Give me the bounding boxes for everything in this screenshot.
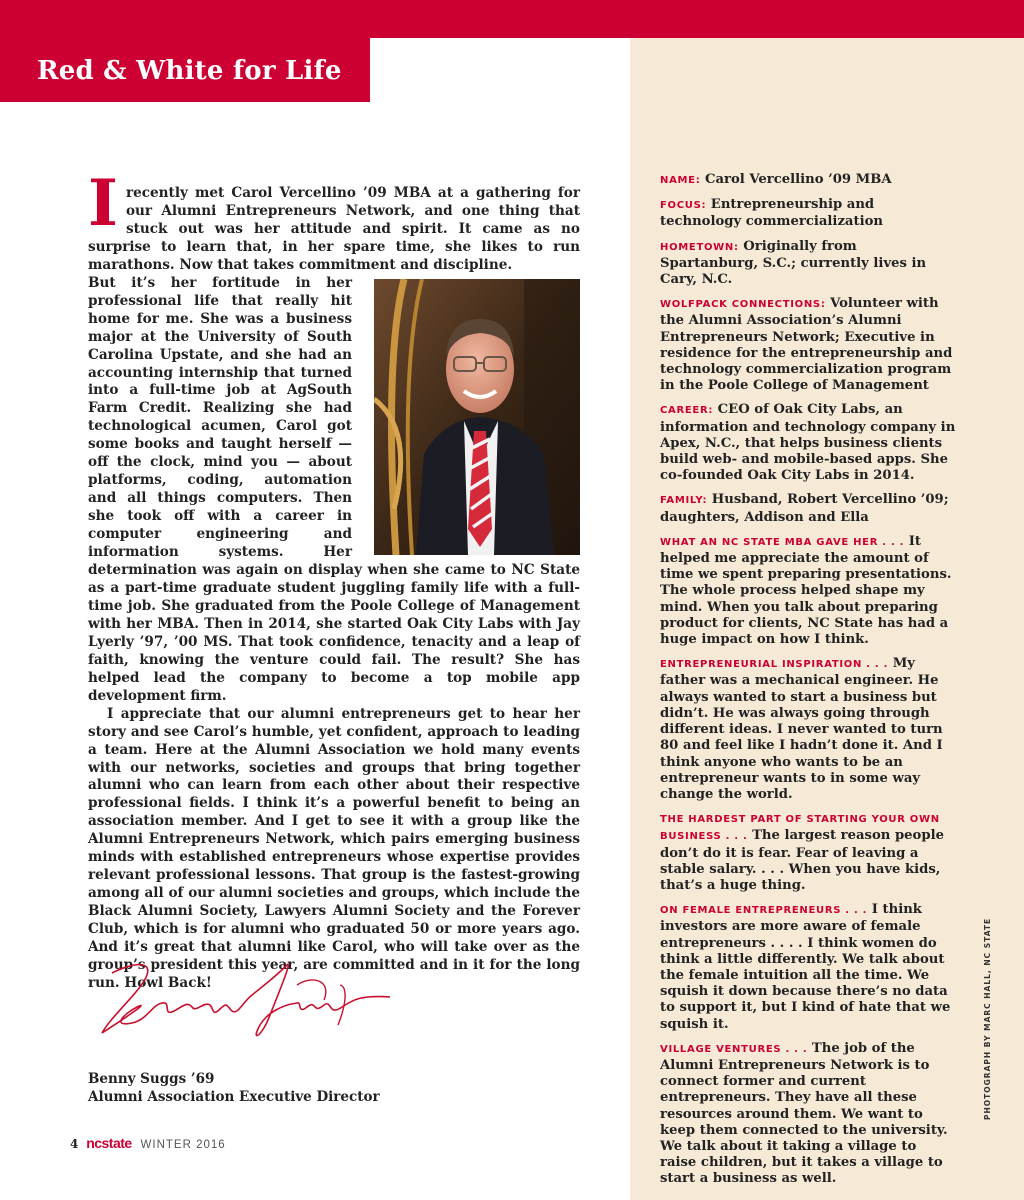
sidebar-item-village-ventures — [660, 1041, 956, 1188]
sidebar-item-wolfpack-connections — [660, 296, 956, 394]
sidebar-item-inspiration — [660, 656, 956, 803]
sidebar-item-hardest-part — [660, 811, 956, 894]
sidebar-text: My father was a mechanical engineer. He always wanted to start a business but didn’t. He was always going through different ideas. I never wanted to turn 80 and feel like I hadn’t done it. And I think anyone who wants to be an entrepreneur wants to in some way change the world. — [660, 656, 943, 802]
sidebar-label: ON FEMALE ENTREPRENEURS . . . — [660, 905, 868, 917]
sidebar-text: Volunteer with the Alumni Association’s Alumni Entrepreneurs Network; Executive in residence for the entrepreneurship and technology commercialization program in the Poole College of Management — [660, 296, 953, 394]
sidebar-text: Entrepreneurship and technology commercialization — [660, 197, 883, 230]
sidebar-item-mba — [660, 534, 956, 648]
sidebar-text: I think investors are more aware of female entrepreneurs . . . . I think women do think a little differently. We talk about the female intuition all the time. We squish it down because there’s no data to support it, but I kind of hate that we squish it. — [660, 902, 951, 1032]
sidebar-label: WHAT AN NC STATE MBA GAVE HER . . . — [660, 536, 905, 548]
sidebar-item-family — [660, 492, 956, 525]
sidebar-item-female-entrepreneurs — [660, 902, 956, 1033]
issue-label: WINTER 2016 — [140, 1139, 226, 1151]
article-body — [88, 166, 580, 993]
sidebar-label: HOMETOWN: — [660, 241, 739, 253]
section-header — [0, 38, 370, 102]
article-paragraph-1: recently met Carol Vercellino ’09 MBA at a gathering for our Alumni Entrepreneurs Network, and one thing that stuck out was her attitude and spirit. It came as no surprise to learn that, in her spare time, she likes to run marathons. Now that takes commitment and discipline. — [88, 185, 580, 273]
portrait-photo — [374, 279, 580, 555]
page-footer — [70, 1135, 226, 1151]
sidebar-item-focus — [660, 197, 956, 230]
signature-title: Alumni Association Executive Director — [88, 1089, 380, 1105]
sidebar-item-career — [660, 402, 956, 484]
signature-name: Benny Suggs ’69 — [88, 1071, 215, 1087]
top-red-bar — [0, 0, 1024, 38]
sidebar-label: FAMILY: — [660, 495, 708, 507]
profile-sidebar — [660, 172, 956, 1196]
photo-credit: PHOTOGRAPH BY MARC HALL, NC STATE — [983, 917, 992, 1120]
sidebar-text: The largest reason people don’t do it is fear. Fear of leaving a stable salary. . . . When you have kids, that’s a huge thing. — [660, 828, 944, 893]
sidebar-label: WOLFPACK CONNECTIONS: — [660, 299, 826, 311]
sidebar-text: Carol Vercellino ’09 MBA — [704, 172, 892, 187]
section-title: Red & White for Life — [37, 56, 342, 86]
drop-cap: I — [88, 166, 118, 241]
sidebar-text: CEO of Oak City Labs, an information and technology company in Apex, N.C., that helps business clients build web- and mobile-based apps. She co-founded Oak City Labs in 2014. — [660, 402, 956, 484]
signature-block — [88, 1070, 380, 1106]
page-number: 4 — [70, 1137, 79, 1151]
sidebar-text: The job of the Alumni Entrepreneurs Network is to connect former and current entrepreneurs. They have all these resources around them. We want to keep them connected to the university. We talk about it taking a village to raise children, but it takes a village to start a business as well. — [660, 1040, 948, 1187]
sidebar-item-hometown — [660, 239, 956, 289]
sidebar-label: FOCUS: — [660, 200, 707, 212]
sidebar-label: ENTREPRENEURIAL INSPIRATION . . . — [660, 659, 889, 671]
sidebar-label: NAME: — [660, 175, 701, 186]
sidebar-item-name — [660, 172, 956, 189]
article-paragraph-2: But it’s her fortitude in her professional life that really hit home for me. She was a business major at the University of South Carolina Upstate, and she had an accounting internship that turned into a full-time job at AgSouth Farm Credit. Realizing she had technological acumen, Carol got some books and taught herself — off the clock, mind you — about platforms, coding, automation and all things computers. Then she took off with a career in computer engineering and information systems. Her determination was again on display when she came to NC State as a part-time graduate student juggling family life with a full-time job. She graduated from the Poole College of Management with her MBA. Then in 2014, she started Oak City Labs with Jay Lyerly ’97, ’00 MS. That took confidence, tenacity and a leap of faith, knowing the venture could fail. The result? She has helped lead the company to become a top mobile app development firm. — [88, 274, 580, 704]
sidebar-text: It helped me appreciate the amount of time we spent preparing presentations. The whole process helped shape my mind. When you talk about preparing product for clients, NC State has had a huge impact on how I think. — [660, 533, 952, 648]
sidebar-text: Originally from Spartanburg, S.C.; currently lives in Cary, N.C. — [660, 238, 927, 288]
sidebar-label: THE HARDEST PART OF STARTING YOUR OWN BUSINESS . . . — [660, 814, 940, 843]
sidebar-label: CAREER: — [660, 405, 714, 417]
sidebar-text: Husband, Robert Vercellino ’09; daughters, Addison and Ella — [660, 492, 949, 525]
ncstate-logo: ncstate — [86, 1135, 132, 1151]
sidebar-label: VILLAGE VENTURES . . . — [660, 1043, 808, 1055]
signature-image — [92, 945, 392, 1045]
article-paragraph-3: I appreciate that our alumni entrepreneurs get to hear her story and see Carol’s humble, yet confident, approach to leading a team. Here at the Alumni Association we hold many events with our networks, societies and groups that bring together alumni who can learn from each other about their respective professional fields. I think it’s a powerful benefit to being an association member. And I get to see it with a group like the Alumni Entrepreneurs Network, which pairs emerging business minds with established entrepreneurs whose expertise provides relevant professional lessons. That group is the fastest-growing among all of our alumni societies and groups, which include the Black Alumni Society, Lawyers Alumni Society and the Forever Club, which is for alumni who graduated 50 or more years ago. And it’s great that alumni like Carol, who will take over as the group’s president this year, are committed and in it for the long run. Howl Back! — [88, 705, 580, 991]
